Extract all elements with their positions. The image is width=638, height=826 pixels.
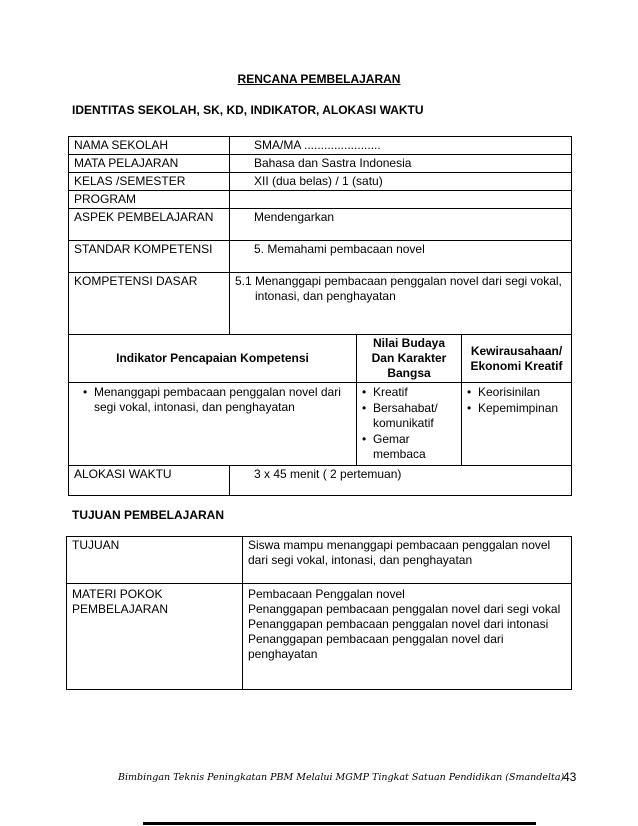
list-item: • Kepemimpinan [467,401,566,416]
label-mata-pelajaran: MATA PELAJARAN [69,155,230,173]
cell-indikator [69,383,357,466]
list-item: • Gemar membaca [362,432,442,462]
label-alokasi-waktu: ALOKASI WAKTU [69,466,230,496]
table-row [69,173,572,191]
label-tujuan: TUJUAN [67,537,243,584]
cell-kewirausahaan [462,383,572,466]
table-row [69,273,572,335]
page-number: 43 [563,770,577,784]
tujuan-table [66,536,572,690]
list-item: • Keorisinilan [467,385,566,400]
value-mata-pelajaran: Bahasa dan Sastra Indonesia [230,155,572,173]
value-aspek: Mendengarkan [230,209,572,241]
label-kelas-semester: KELAS /SEMESTER [69,173,230,191]
table-row [69,466,572,496]
label-standar-kompetensi: STANDAR KOMPETENSI [69,241,230,273]
table-header-row [69,335,572,383]
footer-text: Bimbingan Teknis Peningkatan PBM Melalui MGMP Tingkat Satuan Pendidikan (Smandelta) [118,772,565,783]
header-nilai-budaya: Nilai Budaya Dan Karakter Bangsa [357,335,462,383]
value-nama-sekolah: SMA/MA ....................... [230,137,572,155]
list-item: Penanggapan pembacaan penggalan novel dari intonasi [248,617,549,631]
cell-nilai-budaya [357,383,462,466]
table-row [69,155,572,173]
identity-table [68,136,572,496]
table-row [69,383,572,466]
list-item: Penanggapan pembacaan penggalan novel dari penghayatan [248,632,504,661]
value-kelas-semester: XII (dua belas) / 1 (satu) [230,173,572,191]
value-kompetensi-dasar [230,273,572,335]
value-standar-kompetensi: 5. Memahami pembacaan novel [230,241,572,273]
table-row [69,209,572,241]
section-heading-identitas: IDENTITAS SEKOLAH, SK, KD, INDIKATOR, ALOKASI WAKTU [72,103,424,117]
header-kewirausahaan: Kewirausahaan/ Ekonomi Kreatif [462,335,572,383]
value-tujuan: Siswa mampu menanggapi pembacaan penggalan novel dari segi vokal, intonasi, dan penghayatan [243,537,572,584]
list-item: • Menanggapi pembacaan penggalan novel dari segi vokal, intonasi, dan penghayatan [83,385,351,415]
table-row [67,584,572,690]
list-item: Pembacaan Penggalan novel [248,587,405,601]
label-nama-sekolah: NAMA SEKOLAH [69,137,230,155]
table-row [69,191,572,209]
label-program: PROGRAM [69,191,230,209]
list-item: • Kreatif [362,385,442,400]
value-program [230,191,572,209]
table-row [69,137,572,155]
list-item: Penanggapan pembacaan penggalan novel dari segi vokal [248,602,561,616]
list-item: • Bersahabat/ komunikatif [362,401,442,431]
table-row [67,537,572,584]
page-title: RENCANA PEMBELAJARAN [237,72,401,86]
label-aspek: ASPEK PEMBELAJARAN [69,209,230,241]
label-kompetensi-dasar: KOMPETENSI DASAR [69,273,230,335]
value-materi-pokok [243,584,572,690]
table-row [69,241,572,273]
kd-text: Menanggapi pembacaan penggalan novel dari segi vokal, intonasi, dan penghayatan [255,274,562,303]
kd-number: 5.1 [235,274,252,288]
section-heading-tujuan: TUJUAN PEMBELAJARAN [72,508,225,522]
footer-rule [143,822,536,825]
header-indikator: Indikator Pencapaian Kompetensi [69,335,357,383]
label-materi-pokok: MATERI POKOK PEMBELAJARAN [67,584,243,690]
value-alokasi-waktu: 3 x 45 menit ( 2 pertemuan) [230,466,572,496]
